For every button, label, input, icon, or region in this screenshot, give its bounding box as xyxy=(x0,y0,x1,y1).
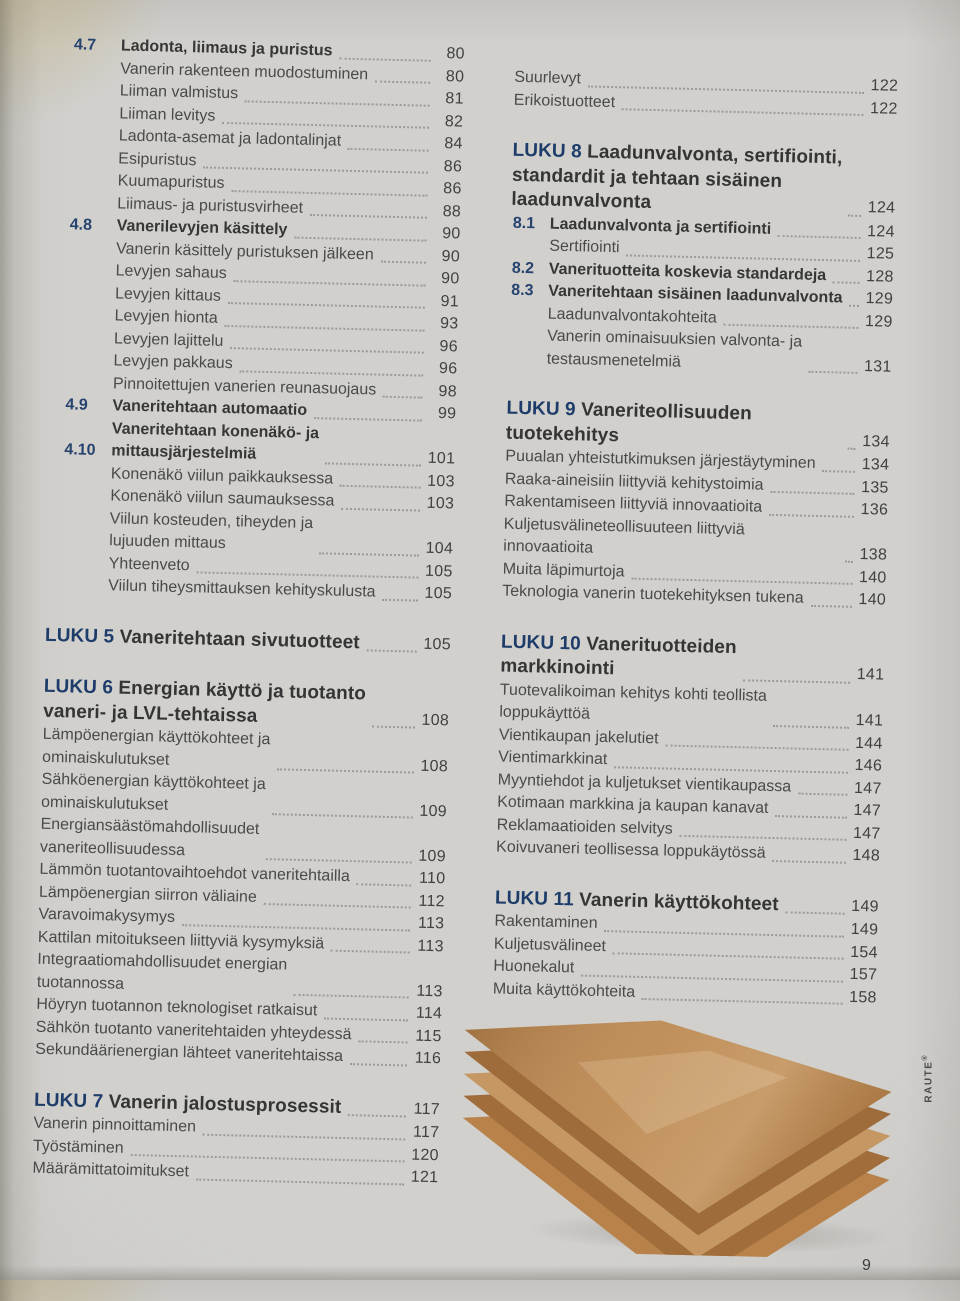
entry-title: Liiman levitys xyxy=(119,104,216,125)
page-ref: 109 xyxy=(418,847,447,865)
page-ref: 141 xyxy=(856,665,885,684)
dotted-leader xyxy=(264,903,411,908)
entry-title: Laadunvalvonta ja sertifiointi xyxy=(549,215,772,238)
page-ref: 138 xyxy=(859,545,888,564)
page-ref: 90 xyxy=(441,247,461,265)
page-ref: 122 xyxy=(869,99,898,118)
entry-title: Ladonta, liimaus ja puristus xyxy=(120,37,333,60)
dotted-leader xyxy=(810,604,852,607)
page-ref: 86 xyxy=(443,180,462,198)
page-ref: 96 xyxy=(439,337,459,355)
entry-title: Vanerin pinnoittaminen xyxy=(33,1114,197,1136)
page-ref: 147 xyxy=(852,824,881,843)
dotted-leader xyxy=(822,470,855,473)
dotted-leader xyxy=(324,1017,408,1021)
entry-title: Kuumapuristus xyxy=(117,172,225,192)
section-number: 8.3 xyxy=(511,281,534,300)
entry-title: Viilun kosteuden, tiheyden ja lujuuden mittaus xyxy=(109,509,314,553)
entry-title: Esipuristus xyxy=(118,149,197,169)
chapter-label: LUKU 10 xyxy=(500,631,587,655)
page-ref: 86 xyxy=(443,157,463,176)
entry-title: Lämpöenergian käyttökohteet ja ominaiskulutukset xyxy=(41,725,271,769)
page-ref: 113 xyxy=(417,914,445,933)
entry-title: Rakentaminen xyxy=(494,912,598,932)
entry-title: Sekundäärienergian lähteet vaneritehtaissa xyxy=(35,1040,344,1065)
page-ref: 114 xyxy=(415,1004,443,1023)
entry-title: Levyjen kittaus xyxy=(114,284,222,305)
dotted-leader xyxy=(196,1178,404,1185)
page-ref: 99 xyxy=(437,405,457,423)
entry-title: Koivuvaneri teollisessa loppukäytössä xyxy=(495,838,766,862)
toc-column-left xyxy=(32,34,465,1190)
page-ref: 124 xyxy=(866,222,895,241)
dotted-leader xyxy=(382,598,418,601)
entry-title: Yhteenveto xyxy=(108,554,190,574)
page-ref: 80 xyxy=(446,45,466,63)
dotted-leader xyxy=(775,815,847,819)
dotted-leader xyxy=(770,491,854,495)
plywood-stack-illustration xyxy=(454,1000,900,1260)
page-ref: 112 xyxy=(418,892,446,910)
page-ref: 101 xyxy=(427,449,456,468)
entry-title: Laadunvalvontakohteita xyxy=(547,305,717,327)
entry-title: Myyntiehdot ja kuljetukset vientikaupassa xyxy=(497,771,792,795)
entry-title: Vanerin rakenteen muodostuminen xyxy=(120,59,369,83)
entry-title: Sähköenergian käyttökohteet ja ominaiskulutukset xyxy=(40,770,266,814)
page-ref: 141 xyxy=(855,711,884,730)
dotted-leader xyxy=(849,304,859,306)
entry-title: Ladonta-asemat ja ladontalinjat xyxy=(118,127,342,150)
page-ref: 122 xyxy=(870,77,899,95)
entry-title: Levyjen hionta xyxy=(114,307,218,327)
page-ref: 91 xyxy=(440,292,460,310)
page-ref: 110 xyxy=(418,869,446,888)
page-ref: 113 xyxy=(417,937,445,955)
dotted-leader xyxy=(230,347,424,354)
entry-title: Varavoimakysymys xyxy=(38,905,176,926)
entry-title: Tuotevalikoiman kehitys kohti teollista loppukäyttöä xyxy=(499,681,768,723)
page-ref: 116 xyxy=(414,1049,442,1068)
dotted-leader xyxy=(325,462,421,466)
entry-title: Vanerilevyjen käsittely xyxy=(116,217,288,239)
page-ref: 121 xyxy=(410,1168,439,1187)
registered-trademark-icon: ® xyxy=(922,1055,929,1061)
toc-chapter-entry xyxy=(500,630,885,688)
entry-title: Vanerituotteita koskevia standardeja xyxy=(548,260,827,284)
chapter-title: Vanerin käyttökohteet xyxy=(578,888,779,915)
page-ref: 149 xyxy=(850,920,879,939)
entry-title: Kotimaan markkina ja kaupan kanavat xyxy=(497,793,769,817)
page-ref: 113 xyxy=(416,982,443,1000)
dotted-leader xyxy=(358,1040,407,1043)
page-ref: 134 xyxy=(862,432,891,451)
entry-title: Liiman valmistus xyxy=(119,82,239,103)
dotted-leader xyxy=(724,324,859,329)
entry-title: Määrämittatoimitukset xyxy=(32,1159,190,1181)
dotted-leader xyxy=(665,744,848,750)
chapter-label: LUKU 11 xyxy=(494,886,580,910)
page-ref: 90 xyxy=(441,225,461,243)
toc-chapter-entry xyxy=(506,397,891,455)
dotted-leader xyxy=(314,417,422,422)
dotted-leader xyxy=(239,370,423,376)
page-ref: 134 xyxy=(861,456,890,474)
entry-title: Lämmön tuotantovaihtoehdot vaneritehtailla xyxy=(39,860,351,886)
page-ref: 136 xyxy=(860,501,889,519)
dotted-leader xyxy=(845,560,853,562)
chapter-label: LUKU 5 xyxy=(44,624,120,648)
page-ref: 103 xyxy=(426,472,455,490)
page-ref: 108 xyxy=(420,757,449,775)
entry-title: Viilun tiheysmittauksen kehityskulusta xyxy=(108,577,376,601)
section-number: 4.8 xyxy=(69,216,93,234)
dotted-leader xyxy=(375,80,430,83)
entry-title: Kattilan mitoitukseen liittyviä kysymyksiä xyxy=(37,928,325,952)
page-ref: 158 xyxy=(848,988,877,1007)
entry-title: Konenäkö viilun paikkauksessa xyxy=(110,464,334,488)
page-ref: 103 xyxy=(426,494,455,513)
page-ref: 82 xyxy=(444,112,464,131)
page-ref: 147 xyxy=(853,779,882,798)
page-ref: 80 xyxy=(445,67,465,86)
page-ref: 105 xyxy=(423,635,452,653)
toc-entry xyxy=(507,325,892,379)
entry-title: Vaneritehtaan konenäkö- ja mittausjärjestelmiä xyxy=(111,419,320,463)
dotted-leader xyxy=(383,396,423,399)
page-ref: 105 xyxy=(424,562,453,580)
page-ref: 98 xyxy=(438,382,458,400)
dotted-leader xyxy=(341,507,420,511)
page-ref: 140 xyxy=(858,568,887,587)
page-ref: 131 xyxy=(863,357,892,376)
chapter-title: Vaneriteollisuuden tuotekehitys xyxy=(505,399,758,446)
dotted-leader xyxy=(231,190,427,197)
entry-title: Muita käyttökohteita xyxy=(492,979,636,1001)
dotted-leader xyxy=(357,883,412,886)
dotted-leader xyxy=(225,324,425,331)
toc-chapter-entry xyxy=(511,139,897,222)
page-ref: 93 xyxy=(439,315,459,333)
chapter-title: Vanerin jalostusprosessit xyxy=(108,1090,342,1118)
dotted-leader xyxy=(743,679,850,684)
dotted-leader xyxy=(348,1114,406,1117)
entry-title: Muita läpimurtoja xyxy=(502,560,625,580)
section-number: 8.2 xyxy=(511,259,535,277)
page-ref: 140 xyxy=(858,590,887,609)
dotted-leader xyxy=(848,214,861,216)
entry-title: Höyryn tuotannon teknologiset ratkaisut xyxy=(36,995,318,1020)
entry-title: Levyjen pakkaus xyxy=(113,352,233,373)
page-ref: 115 xyxy=(415,1027,442,1045)
dotted-leader xyxy=(331,950,410,954)
section-number: 4.10 xyxy=(64,441,96,459)
page-ref: 117 xyxy=(412,1123,440,1142)
section-number: 4.9 xyxy=(65,396,88,414)
entry-title: Teknologia vanerin tuotekehityksen tukena xyxy=(501,582,804,607)
dotted-leader xyxy=(272,813,413,818)
dotted-leader xyxy=(277,768,414,773)
entry-title: Integraatiomahdollisuudet energian tuotannossa xyxy=(36,950,288,993)
page-ref: 88 xyxy=(442,202,462,221)
page-ref: 104 xyxy=(425,539,454,558)
chapter-label: LUKU 6 xyxy=(43,675,119,699)
dotted-leader xyxy=(348,147,429,151)
page-ref: 147 xyxy=(853,801,882,820)
dotted-leader xyxy=(772,860,846,864)
page-ref: 148 xyxy=(852,846,881,865)
brand-text: RAUTE xyxy=(923,1060,935,1103)
page-ref: 144 xyxy=(854,734,883,753)
dotted-leader xyxy=(680,835,847,841)
dotted-leader xyxy=(778,235,861,239)
raute-brand-mark xyxy=(922,1049,936,1109)
entry-title: Kuljetusvälineet xyxy=(493,934,607,955)
dotted-leader xyxy=(372,726,415,729)
chapter-title: Laadunvalvonta, sertifiointi, standardit ja tehtaan sisäinen laadunvalvonta xyxy=(511,141,843,213)
entry-title: Vanerin käsittely puristuksen jälkeen xyxy=(115,239,374,263)
entry-title: Suurlevyt xyxy=(514,68,582,88)
dotted-leader xyxy=(234,280,426,287)
chapter-label: LUKU 9 xyxy=(506,397,582,421)
entry-title: Raaka-aineisiin liittyviä kehitystoimia xyxy=(504,470,764,494)
entry-title: Levyjen sahaus xyxy=(115,262,227,283)
dotted-leader xyxy=(340,485,421,489)
entry-title: Lämpöenergian siirron väliaine xyxy=(38,883,258,906)
page-number: 9 xyxy=(862,1257,871,1274)
chapter-title: Energian käyttö ja tuotanto vaneri- ja LVL-tehtaissa xyxy=(43,677,367,727)
entry-title: Konenäkö viilun saumauksessa xyxy=(110,487,335,510)
dotted-leader xyxy=(266,858,412,863)
page-ref: 84 xyxy=(444,135,463,153)
toc-chapter-entry xyxy=(45,623,451,657)
dotted-leader xyxy=(833,281,860,284)
entry-title: Rakentamiseen liittyviä innovaatioita xyxy=(504,492,763,516)
page-ref: 81 xyxy=(445,90,464,108)
page-ref: 154 xyxy=(849,943,878,962)
dotted-leader xyxy=(798,793,848,796)
entry-title: Kuljetusvälineteollisuuteen liittyviä innovaatioita xyxy=(503,515,750,557)
section-number: 4.7 xyxy=(73,36,97,54)
dotted-leader xyxy=(785,911,844,914)
chapter-title: Vanerituotteiden markkinointi xyxy=(500,633,737,680)
page-ref: 146 xyxy=(854,756,883,775)
entry-title: Vanerin ominaisuuksien valvonta- ja testausmenetelmiä xyxy=(546,327,803,371)
dotted-leader xyxy=(381,261,426,264)
dotted-leader xyxy=(294,994,409,999)
dotted-leader xyxy=(367,649,417,652)
entry-title: Huonekalut xyxy=(493,957,575,977)
dotted-leader xyxy=(808,371,857,374)
dotted-leader xyxy=(350,1063,407,1066)
page-ref: 135 xyxy=(860,478,889,497)
entry-title: Erikoistuotteet xyxy=(513,91,616,111)
page-ref: 128 xyxy=(865,267,894,286)
entry-title: Vaneritehtaan sisäinen laadunvalvonta xyxy=(548,282,843,307)
section-number: 8.1 xyxy=(512,214,536,232)
dotted-leader xyxy=(319,552,419,556)
entry-title: Vaneritehtaan automaatio xyxy=(112,397,308,419)
dotted-leader xyxy=(622,108,864,116)
entry-title: Pinnoitettujen vanerien reunasuojaus xyxy=(112,374,377,399)
dotted-leader xyxy=(773,725,849,729)
page-ref: 117 xyxy=(413,1100,441,1118)
entry-title: Puualan yhteistutkimuksen järjestäytyminen xyxy=(505,447,816,472)
page-ref: 125 xyxy=(866,245,895,263)
entry-title: Vientikaupan jakelutiet xyxy=(498,726,659,747)
entry-title: Vientimarkkinat xyxy=(498,748,608,769)
chapter-title: Vaneritehtaan sivutuotteet xyxy=(119,626,360,653)
dotted-leader xyxy=(848,448,856,450)
chapter-label: LUKU 8 xyxy=(512,139,588,163)
page-ref: 157 xyxy=(849,965,878,984)
page-ref: 129 xyxy=(864,312,893,331)
page-ref: 120 xyxy=(411,1146,440,1164)
page-ref: 90 xyxy=(440,270,460,288)
dotted-leader xyxy=(339,57,430,61)
dotted-leader xyxy=(769,513,854,517)
entry-title: Levyjen lajittelu xyxy=(113,329,224,350)
entry-title: Sähkön tuotanto vaneritehtaiden yhteydessä xyxy=(35,1018,352,1043)
toc-column-right xyxy=(493,67,899,1010)
entry-title: Työstäminen xyxy=(32,1137,124,1157)
page-ref: 105 xyxy=(424,584,453,603)
entry-title: Liimaus- ja puristusvirheet xyxy=(117,194,304,217)
page-ref: 124 xyxy=(867,199,896,217)
entry-title: Sertifiointi xyxy=(549,237,620,257)
chapter-label: LUKU 7 xyxy=(33,1089,109,1112)
dotted-leader xyxy=(310,214,427,219)
page-ref: 109 xyxy=(419,802,448,820)
page-ref: 149 xyxy=(851,897,880,916)
page-ref: 129 xyxy=(865,290,894,308)
dotted-leader xyxy=(294,236,426,241)
dotted-leader xyxy=(245,100,430,106)
page-ref: 108 xyxy=(421,711,450,729)
entry-title: Reklamaatioiden selvitys xyxy=(496,816,673,838)
dotted-leader xyxy=(228,302,425,309)
page-ref: 96 xyxy=(438,360,458,378)
entry-title: Energiansäästömahdollisuudet vaneriteollisuudessa xyxy=(39,815,260,859)
